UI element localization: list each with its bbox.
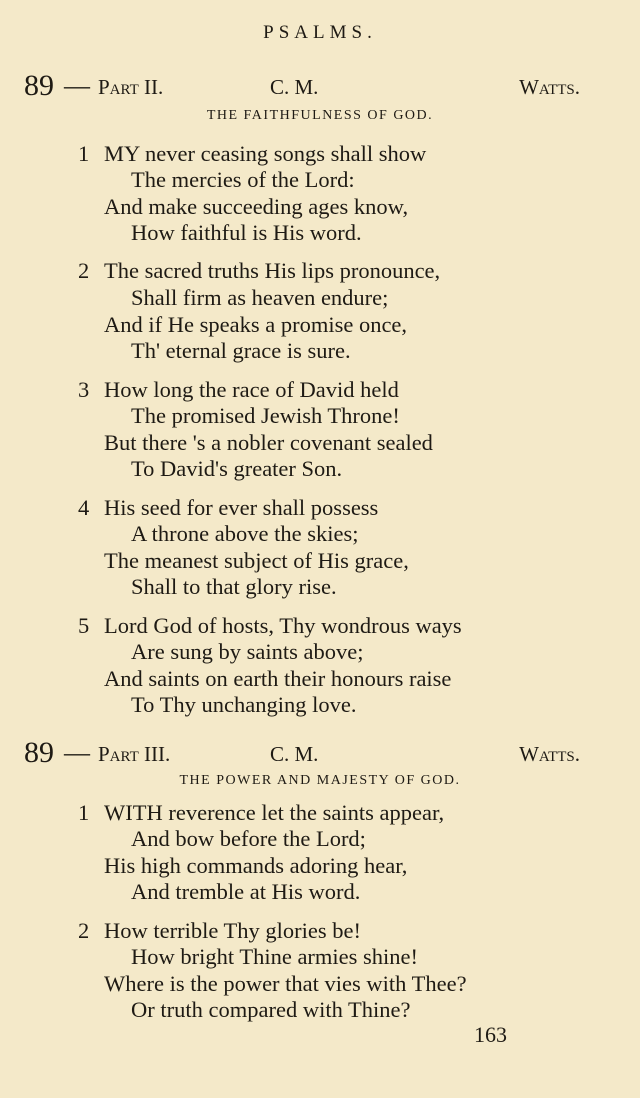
stanza-number: 3 bbox=[78, 377, 90, 402]
hymn-meter: C. M. bbox=[270, 75, 319, 99]
verse-line: The sacred truths His lips pronounce, bbox=[104, 258, 441, 283]
hymn-meter: C. M. bbox=[270, 742, 319, 766]
hymn-author: Watts. bbox=[519, 75, 580, 99]
verse-line: Where is the power that vies with Thee? bbox=[104, 971, 467, 996]
verse-line: MY never ceasing songs shall show bbox=[104, 141, 427, 166]
hymn-title: THE FAITHFULNESS OF GOD. bbox=[206, 108, 434, 123]
verse-line: And bow before the Lord; bbox=[131, 826, 366, 851]
stanza-number: 2 bbox=[78, 918, 90, 943]
verse-line: And saints on earth their honours raise bbox=[104, 666, 452, 691]
running-head: PSALMS. bbox=[263, 22, 377, 43]
stanza-number: 2 bbox=[78, 258, 90, 283]
hymn-number: 89 bbox=[24, 69, 54, 102]
verse-line: WITH reverence let the saints appear, bbox=[104, 800, 445, 825]
verse-line: The promised Jewish Throne! bbox=[131, 403, 400, 428]
stanza-number: 5 bbox=[78, 613, 90, 638]
verse-line: To David's greater Son. bbox=[131, 456, 343, 481]
verse-line: How faithful is His word. bbox=[131, 220, 362, 245]
hymn-header bbox=[24, 68, 580, 104]
verse-line: His seed for ever shall possess bbox=[104, 495, 379, 520]
verse-line: The mercies of the Lord: bbox=[131, 167, 355, 192]
verse-line: Are sung by saints above; bbox=[131, 639, 364, 664]
hymn-number: 89 bbox=[24, 736, 54, 769]
stanza-number: 1 bbox=[78, 141, 90, 166]
verse-line: A throne above the skies; bbox=[131, 521, 359, 546]
page-number: 163 bbox=[474, 1022, 507, 1047]
stanza-number: 4 bbox=[78, 495, 90, 520]
verse-line: Th' eternal grace is sure. bbox=[131, 338, 351, 363]
hymn-part: Part III. bbox=[98, 742, 171, 766]
hymn-dash: — bbox=[64, 738, 90, 767]
verse-line: To Thy unchanging love. bbox=[131, 692, 357, 717]
verse-line: And make succeeding ages know, bbox=[104, 194, 409, 219]
verse-line: But there 's a nobler covenant sealed bbox=[104, 430, 433, 455]
verse-line: How terrible Thy glories be! bbox=[104, 918, 362, 943]
verse-line: Shall firm as heaven endure; bbox=[131, 285, 389, 310]
stanza-number: 1 bbox=[78, 800, 90, 825]
hymn-header bbox=[24, 735, 580, 771]
hymn-part: Part II. bbox=[98, 75, 164, 99]
verse-line: And tremble at His word. bbox=[131, 879, 361, 904]
verse-line: How bright Thine armies shine! bbox=[131, 944, 419, 969]
verse-line: Shall to that glory rise. bbox=[131, 574, 337, 599]
verse-line: His high commands adoring hear, bbox=[104, 853, 408, 878]
hymn-dash: — bbox=[64, 71, 90, 100]
hymn-title: THE POWER AND MAJESTY OF GOD. bbox=[179, 773, 461, 788]
verse-line: And if He speaks a promise once, bbox=[104, 312, 408, 337]
verse-line: Or truth compared with Thine? bbox=[131, 997, 411, 1022]
verse-line: The meanest subject of His grace, bbox=[104, 548, 409, 573]
verse-line: Lord God of hosts, Thy wondrous ways bbox=[104, 613, 462, 638]
hymn-author: Watts. bbox=[519, 742, 580, 766]
verse-line: How long the race of David held bbox=[104, 377, 399, 402]
